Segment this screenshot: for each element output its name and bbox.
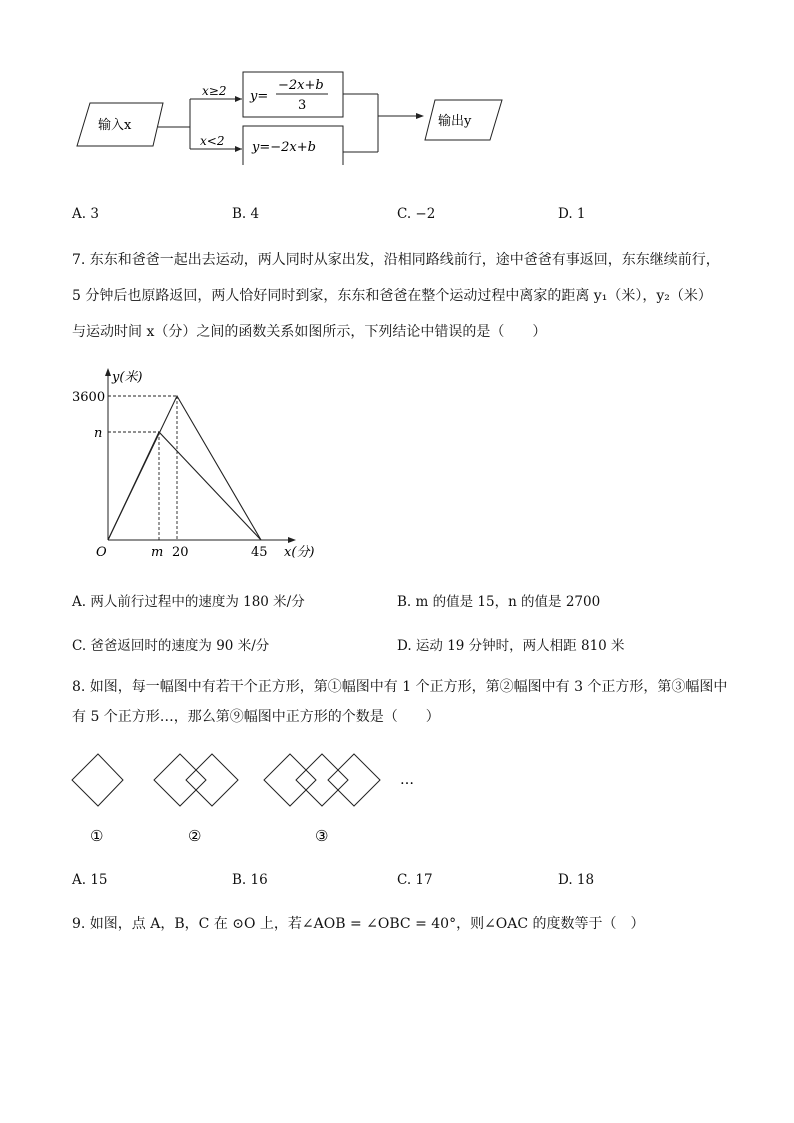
fig-label-1: ①	[90, 827, 104, 845]
top-formula-den: 3	[298, 98, 307, 113]
tick-n: n	[94, 426, 103, 441]
ellipsis: …	[400, 772, 414, 788]
tick-m: m	[151, 545, 164, 560]
q7-option-b: B. m 的值是 15，n 的值是 2700	[397, 594, 601, 610]
q6-option-c: C. −2	[397, 206, 436, 222]
tick-3600: 3600	[72, 390, 106, 405]
q7-line-2: 5 分钟后也原路返回，两人恰好同时到家，东东和爸爸在整个运动过程中离家的距离 y₁（米），y₂（米）	[72, 288, 712, 304]
series-dongdong	[108, 396, 261, 540]
q7-option-a: A. 两人前行过程中的速度为 180 米/分	[72, 594, 305, 610]
square	[186, 754, 238, 806]
q8-option-d: D. 18	[558, 872, 595, 888]
q6-option-a: A. 3	[72, 206, 99, 222]
top-formula-lhs: y=	[250, 89, 269, 104]
q8-line-1: 8. 如图，每一幅图中有若干个正方形，第①幅图中有 1 个正方形，第②幅图中有 3 个正方形，第③幅图中	[72, 679, 728, 695]
bottom-formula: y=−2x+b	[252, 140, 316, 155]
square	[264, 754, 316, 806]
q7-option-c: C. 爸爸返回时的速度为 90 米/分	[72, 638, 270, 654]
q7-line-1: 7. 东东和爸爸一起出去运动，两人同时从家出发，沿相同路线前行，途中爸爸有事返回，东东继续前行，	[72, 252, 720, 268]
origin-label: O	[96, 545, 107, 560]
q6-option-d: D. 1	[558, 206, 586, 222]
q8-option-b: B. 16	[232, 872, 268, 888]
output-label: 输出y	[438, 114, 472, 129]
q8-option-c: C. 17	[397, 872, 433, 888]
q6-option-b: B. 4	[232, 206, 260, 222]
cond-top: x≥2	[202, 84, 227, 98]
square	[296, 754, 348, 806]
square	[72, 754, 123, 806]
input-label: 输入x	[98, 118, 132, 133]
square	[328, 754, 380, 806]
x-axis-label: x(分)	[284, 545, 315, 560]
q7-option-d: D. 运动 19 分钟时，两人相距 810 米	[397, 638, 625, 654]
tick-45: 45	[251, 545, 268, 560]
q8-option-a: A. 15	[72, 872, 108, 888]
cond-bottom: x<2	[200, 134, 225, 148]
squares-figure	[70, 750, 430, 850]
q8-line-2: 有 5 个正方形…，那么第⑨幅图中正方形的个数是（ ）	[72, 709, 440, 725]
tick-20: 20	[172, 545, 189, 560]
flowchart	[70, 65, 520, 165]
top-formula-num: −2x+b	[278, 78, 324, 93]
fig-label-2: ②	[188, 827, 202, 845]
y-axis-label: y(米)	[112, 370, 143, 385]
square	[154, 754, 206, 806]
q9-line-1: 9. 如图，点 A，B，C 在 ⊙O 上，若∠AOB = ∠OBC = 40°，则∠OAC 的度数等于（ ）	[72, 916, 645, 932]
fig-label-3: ③	[315, 827, 329, 845]
series-dad	[108, 432, 261, 540]
distance-time-graph	[70, 362, 340, 567]
q7-line-3: 与运动时间 x（分）之间的函数关系如图所示，下列结论中错误的是（ ）	[72, 324, 547, 340]
